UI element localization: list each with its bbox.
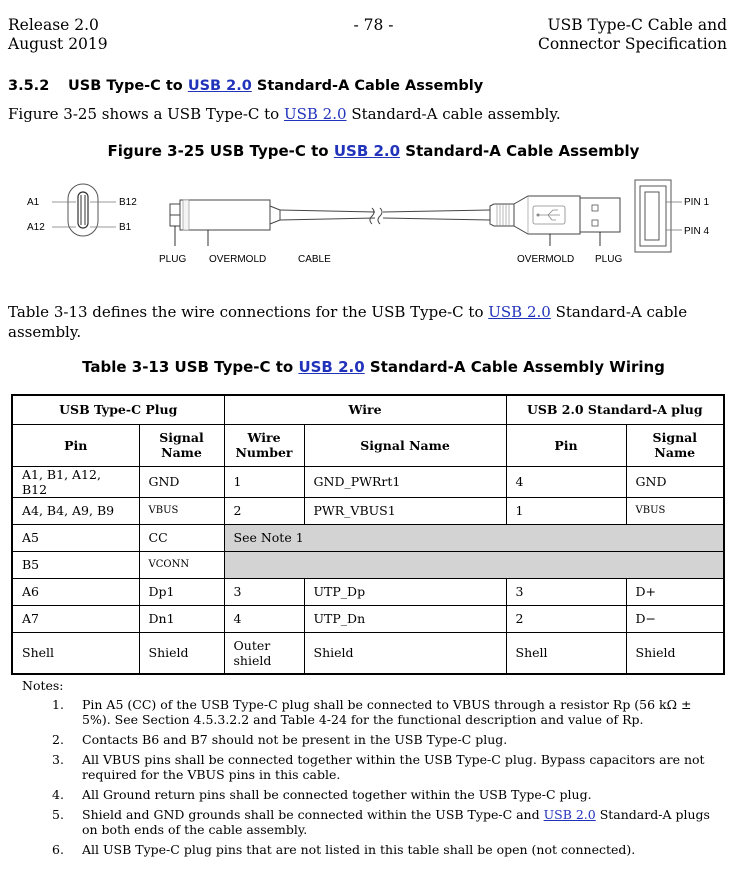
table-column-header-row xyxy=(12,424,724,466)
page-header-right xyxy=(538,16,727,54)
label-cable: CABLE xyxy=(298,254,331,265)
group-header-usb2: USB 2.0 Standard-A plug xyxy=(506,395,724,424)
note-text xyxy=(82,807,722,837)
type-c-end-view xyxy=(52,184,116,236)
col-header-usb-pin: Pin xyxy=(506,424,626,466)
cell: Outer shield xyxy=(224,632,304,674)
label-a12: A12 xyxy=(27,222,45,233)
col-header-pin: Pin xyxy=(12,424,139,466)
label-overmold-left: OVERMOLD xyxy=(209,254,267,265)
cell: GND xyxy=(139,466,224,497)
section-title-link[interactable]: USB 2.0 xyxy=(187,78,252,94)
cell-empty xyxy=(224,551,724,578)
cell: 2 xyxy=(224,497,304,524)
label-pin1: PIN 1 xyxy=(684,197,710,208)
release-label: Release 2.0 xyxy=(8,16,99,34)
note-number: 3. xyxy=(52,752,64,767)
section-heading xyxy=(8,78,483,94)
table-row xyxy=(12,632,724,674)
group-header-wire: Wire xyxy=(224,395,506,424)
usb-a-end-view xyxy=(635,180,682,252)
table-intro-pre: Table 3-13 defines the wire connections for the USB Type-C to xyxy=(8,303,489,321)
cell: Dp1 xyxy=(139,578,224,605)
cell: 2 xyxy=(506,605,626,632)
intro-text-post: Standard-A cable assembly. xyxy=(346,105,561,123)
table-group-header-row xyxy=(12,395,724,424)
cell: GND_PWRrt1 xyxy=(304,466,506,497)
note-link[interactable]: USB 2.0 xyxy=(543,807,596,822)
section-number: 3.5.2 xyxy=(8,78,50,94)
cell: GND xyxy=(626,466,724,497)
figure-caption-post: Standard-A Cable Assembly xyxy=(400,142,640,160)
group-header-typec: USB Type-C Plug xyxy=(12,395,224,424)
doc-title-line1: USB Type-C Cable and xyxy=(547,16,727,34)
cell: UTP_Dn xyxy=(304,605,506,632)
table-row xyxy=(12,466,724,497)
label-pin4: PIN 4 xyxy=(684,226,710,237)
table-intro-link[interactable]: USB 2.0 xyxy=(488,303,551,321)
cell: D+ xyxy=(626,578,724,605)
note-number: 1. xyxy=(52,697,64,712)
table-caption-pre: Table 3-13 USB Type-C to xyxy=(82,358,299,376)
label-plug-right: PLUG xyxy=(595,254,623,265)
notes-heading: Notes: xyxy=(22,678,64,693)
cell: Shield xyxy=(139,632,224,674)
cell: Shield xyxy=(304,632,506,674)
table-caption xyxy=(0,358,747,376)
figure-caption xyxy=(0,142,747,160)
list-item xyxy=(52,752,722,782)
note-number: 4. xyxy=(52,787,64,802)
cell: Shell xyxy=(506,632,626,674)
note-text-pre: Shield and GND grounds shall be connected within the USB Type-C and xyxy=(82,807,544,822)
note-text: All Ground return pins shall be connected together within the USB Type-C plug. xyxy=(82,787,592,802)
col-header-wire-signal-name: Signal Name xyxy=(304,424,506,466)
note-text: Contacts B6 and B7 should not be present in the USB Type-C plug. xyxy=(82,732,508,747)
cell: UTP_Dp xyxy=(304,578,506,605)
cable-assembly-figure xyxy=(0,172,747,272)
cell: 4 xyxy=(506,466,626,497)
note-text-post: Standard-A plugs on both ends of the cable assembly. xyxy=(82,807,710,837)
label-plug-left: PLUG xyxy=(159,254,187,265)
intro-text-pre: Figure 3-25 shows a USB Type-C to xyxy=(8,105,284,123)
list-item xyxy=(52,697,722,727)
col-header-wire-number: Wire Number xyxy=(224,424,304,466)
cell-see-note: See Note 1 xyxy=(224,524,724,551)
note-number: 2. xyxy=(52,732,64,747)
cell: A1, B1, A12, B12 xyxy=(12,466,139,497)
list-item xyxy=(52,787,722,802)
section-title-post: Standard-A Cable Assembly xyxy=(251,78,484,94)
wiring-table xyxy=(11,394,725,675)
cell: 3 xyxy=(224,578,304,605)
table-row xyxy=(12,605,724,632)
label-overmold-right: OVERMOLD xyxy=(517,254,575,265)
table-row xyxy=(12,524,724,551)
cell: 1 xyxy=(224,466,304,497)
cell: Dn1 xyxy=(139,605,224,632)
cell: VBUS xyxy=(139,497,224,524)
col-header-signal-name: Signal Name xyxy=(139,424,224,466)
figure-caption-link[interactable]: USB 2.0 xyxy=(333,142,401,160)
cell: A7 xyxy=(12,605,139,632)
section-title-pre: USB Type-C to xyxy=(68,78,188,94)
note-text: Pin A5 (CC) of the USB Type-C plug shall be connected to VBUS through a resistor Rp (56 kΩ ± 5%). See Section 4.5.3.2.2 and Table 4-24 for the functional description and value of Rp. xyxy=(82,697,692,727)
cell: D− xyxy=(626,605,724,632)
page-number: - 78 - xyxy=(353,16,394,34)
cell: VCONN xyxy=(139,551,224,578)
note-text: All USB Type-C plug pins that are not listed in this table shall be open (not connected). xyxy=(82,842,636,857)
cell: B5 xyxy=(12,551,139,578)
table-row xyxy=(12,578,724,605)
doc-title-line2: Connector Specification xyxy=(537,35,727,53)
table-row xyxy=(12,551,724,578)
label-b1: B1 xyxy=(119,222,132,233)
table-caption-link[interactable]: USB 2.0 xyxy=(298,358,365,376)
release-date: August 2019 xyxy=(8,35,108,53)
label-b12: B12 xyxy=(119,197,137,208)
cell: A5 xyxy=(12,524,139,551)
table-intro-post: Standard-A cable assembly. xyxy=(8,303,688,341)
table-caption-post: Standard-A Cable Assembly Wiring xyxy=(364,358,665,376)
cell: A4, B4, A9, B9 xyxy=(12,497,139,524)
list-item xyxy=(52,807,722,837)
list-item xyxy=(52,732,722,747)
intro-link[interactable]: USB 2.0 xyxy=(283,105,347,123)
cell: VBUS xyxy=(626,497,724,524)
table-intro-paragraph xyxy=(8,302,733,342)
cable xyxy=(280,208,490,224)
note-number: 5. xyxy=(52,807,64,822)
right-plug xyxy=(490,196,620,234)
note-number: 6. xyxy=(52,842,64,857)
label-a1: A1 xyxy=(27,197,40,208)
figure-caption-pre: Figure 3-25 USB Type-C to xyxy=(107,142,334,160)
notes-list xyxy=(52,697,722,862)
cell: 4 xyxy=(224,605,304,632)
cell: Shell xyxy=(12,632,139,674)
cell: CC xyxy=(139,524,224,551)
cell: Shield xyxy=(626,632,724,674)
intro-paragraph xyxy=(8,104,733,124)
note-text: All VBUS pins shall be connected together within the USB Type-C plug. Bypass capacitors are not required for the VBUS pins in this cable. xyxy=(82,752,705,782)
left-plug xyxy=(170,200,280,230)
col-header-usb-signal-name: Signal Name xyxy=(626,424,724,466)
cell: PWR_VBUS1 xyxy=(304,497,506,524)
table-row xyxy=(12,497,724,524)
cell: 3 xyxy=(506,578,626,605)
cell: A6 xyxy=(12,578,139,605)
cell: 1 xyxy=(506,497,626,524)
list-item xyxy=(52,842,722,857)
